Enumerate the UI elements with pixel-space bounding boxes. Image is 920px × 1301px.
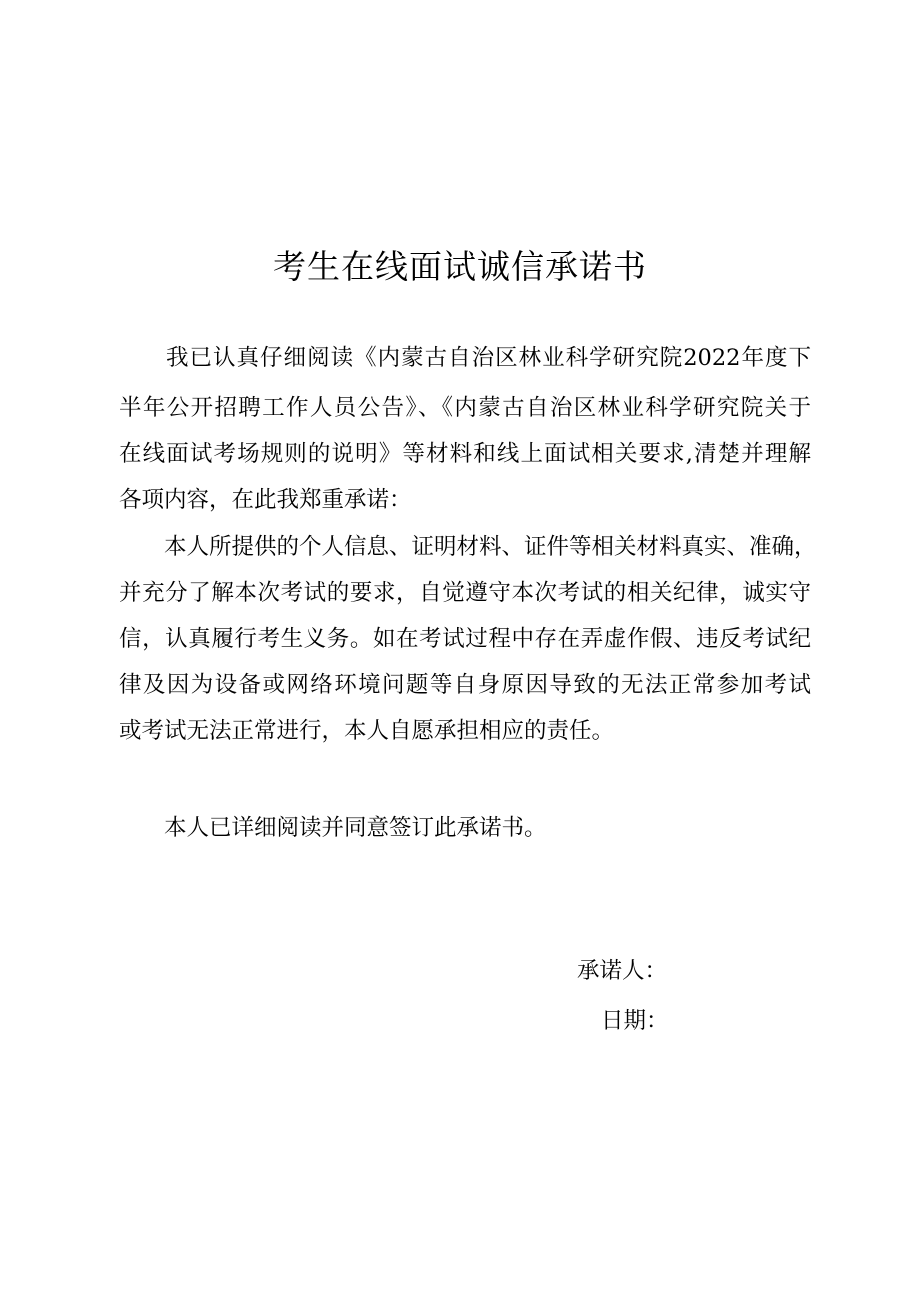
paragraph-1-line-2: 半年公开招聘工作人员公告》、《内蒙古自治区林业科学研究院关于 [119, 395, 811, 421]
paragraph-2-line-5: 或考试无法正常进行，本人自愿承担相应的责任。 [119, 718, 615, 744]
paragraph-1-line-3: 在线面试考场规则的说明》等材料和线上面试相关要求,清楚并理解 [119, 441, 811, 467]
paragraph-1-line-4: 各项内容，在此我郑重承诺： [119, 487, 412, 513]
date-label: 日期： [601, 1008, 669, 1034]
paragraph-1-line-1: 我已认真仔细阅读《内蒙古自治区林业科学研究院2022年度下 [119, 345, 811, 371]
agreement-statement: 本人已详细阅读并同意签订此承诺书。 [119, 815, 547, 841]
paragraph-2-line-1: 本人所提供的个人信息、证明材料、证件等相关材料真实、准确， [119, 534, 817, 560]
paragraph-2-line-3: 信，认真履行考生义务。如在考试过程中存在弄虚作假、违反考试纪 [119, 626, 811, 652]
promisor-label: 承诺人： [577, 958, 668, 984]
paragraph-2-line-2: 并充分了解本次考试的要求，自觉遵守本次考试的相关纪律，诚实守 [119, 580, 811, 606]
document-title: 考生在线面试诚信承诺书 [273, 247, 647, 286]
paragraph-2-line-4: 律及因为设备或网络环境问题等自身原因导致的无法正常参加考试 [119, 672, 811, 698]
